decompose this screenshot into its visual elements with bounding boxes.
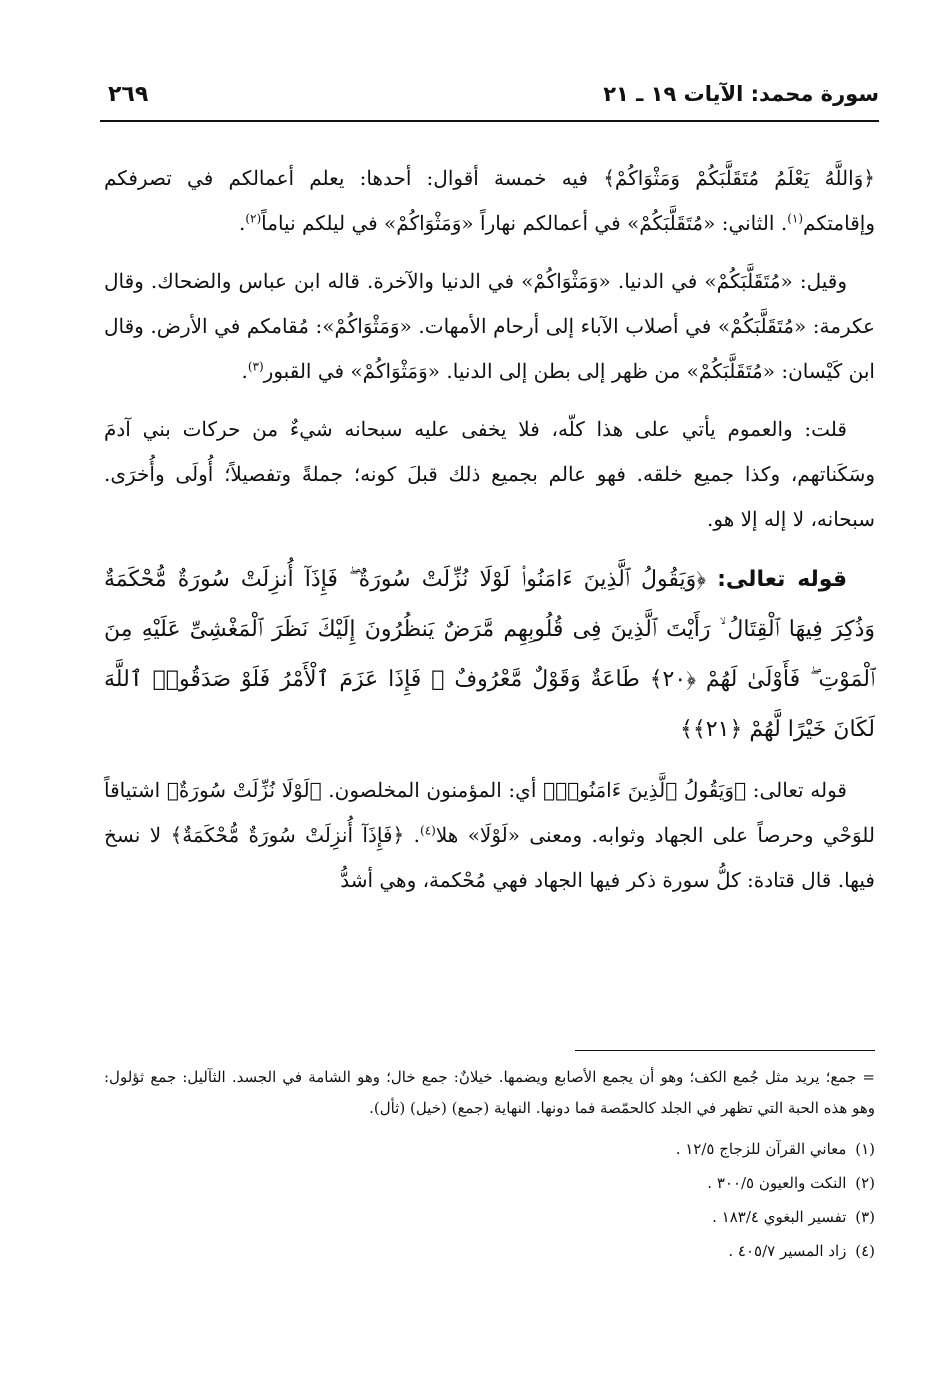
verse-text: ﴿وَيَقُولُ ٱلَّذِينَ ءَامَنُوا۟ لَوْلَا نُزِّلَتْ سُورَةٌ ۖ فَإِذَآ أُنزِلَتْ سُورَةٌ مُّحْكَمَةٌ وَذُكِرَ فِيهَا ٱلْقِتَالُ ۙ رَأَيْتَ ٱلَّذِينَ فِى قُلُوبِهِم مَّرَضٌ يَنظُرُونَ إِلَيْكَ نَظَرَ ٱلْمَغْشِىِّ عَلَيْهِ مِنَ ٱلْمَوْتِ ۖ فَأَوْلَىٰ لَهُمْ ﴿٢٠﴾ طَاعَةٌ وَقَوْلٌ مَّعْرُوفٌ ۚ فَإِذَا عَزَمَ ٱلْأَمْرُ فَلَوْ صَدَقُوا۟ ٱللَّهَ لَكَانَ خَيْرًا لَّهُمْ ﴿٢١﴾﴾ [104, 567, 875, 742]
footnote-number: (٤) [855, 1242, 875, 1260]
footnote-item [104, 1166, 875, 1200]
footnote-ref-2: (٢) [245, 211, 262, 226]
page-number: ٢٦٩ [108, 82, 149, 107]
paragraph-1-text-c: . [238, 211, 246, 235]
verse-label: قوله تعالى: [717, 567, 847, 592]
header-title: سورة محمد: الآيات ١٩ ـ ٢١ [603, 82, 879, 106]
footnote-item [104, 1200, 875, 1234]
footnote-number: (٣) [855, 1208, 875, 1226]
paragraph-1-text-a: ﴿وَاللَّهُ يَعْلَمُ مُتَقَلَّبَكُمْ وَمَثْوَاكُمْ﴾ فيه خمسة أقوال: أحدها: يعلم أعمالكم في تصرفكم وإقامتكم [104, 166, 875, 235]
paragraph-1 [104, 156, 875, 246]
paragraph-4-text-a: قوله تعالى: ﴿وَيَقُولُ ٱلَّذِينَ ءَامَنُوا۟﴾ أي: المؤمنون المخلصون. ﴿لَوْلَا نُزِّلَتْ سُورَةٌ﴾ اشتياقاً للوَحْي وحرصاً على الجهاد وثوابه. ومعنى «لَوْلَا» هلا [104, 778, 875, 847]
footnote-number: (١) [855, 1140, 875, 1158]
running-header [100, 76, 879, 122]
paragraph-2-text-b: . [241, 359, 248, 383]
paragraph-1-text-b: . الثاني: «مُتَقَلَّبَكُمْ» في أعمالكم نهاراً «وَمَثْوَاكُمْ» في ليلكم نياماً [261, 211, 788, 235]
footnote-item [104, 1234, 875, 1268]
paragraph-4-text-b: . ﴿فَإِذَآ أُنزِلَتْ سُورَةٌ مُّحْكَمَةٌ﴾ لا نسخ فيها. قال قتادة: كلُّ سورة ذكر فيها الجهاد فهي مُحْكمة، وهي أشدُّ [104, 823, 875, 892]
footnote-text: النكت والعيون ٣٠٠/٥ . [707, 1174, 847, 1192]
footnote-item [104, 1132, 875, 1166]
footnote-ref-1: (١) [787, 211, 804, 226]
paragraph-2-text-a: وقيل: «مُتَقَلَّبَكُمْ» في الدنيا. «وَمَثْوَاكُمْ» في الدنيا والآخرة. قاله ابن عباس والضحاك. وقال عكرمة: «مُتَقَلَّبَكُمْ» في أصلاب الآباء إلى أرحام الأمهات. «وَمَثْوَاكُمْ»: مُقامكم في الأرض. وقال ابن كَيْسان: «مُتَقَلَّبَكُمْ» من ظهر إلى بطن إلى الدنيا. «وَمَثْوَاكُمْ» في القبور [104, 269, 875, 383]
footnote-text: تفسير البغوي ١٨٣/٤ . [712, 1208, 847, 1226]
paragraph-2 [104, 259, 875, 394]
footnotes [104, 1062, 875, 1268]
quran-verse-block [104, 555, 875, 755]
footnote-continuation: = جمع؛ يريد مثل جُمع الكف؛ وهو أن يجمع الأصابع ويضمها. خيلانٌ: جمع خال؛ وهو الشامة في الجسد. الثآليل: جمع ثؤلول: وهو هذه الحبة التي تظهر في الجلد كالحمّصة فما دونها. النهاية (جمع) (خيل) (ثأل). [104, 1068, 875, 1117]
paragraph-3: قلت: والعموم يأتي على هذا كلّه، فلا يخفى عليه سبحانه شيءٌ من حركات بني آدمَ وسَكَناتهم، وكذا جميع خلقه. فهو عالم بجميع ذلك قبلَ كونه؛ جملةً وتفصيلاً؛ أُولَى وأُخرَى. سبحانه، لا إله إلا هو. [104, 417, 875, 531]
footnote-text: معاني القرآن للزجاج ١٢/٥ . [675, 1140, 847, 1158]
paragraph-4 [104, 768, 875, 903]
footnote-divider [575, 1050, 875, 1051]
footnote-number: (٢) [855, 1174, 875, 1192]
main-text [104, 156, 875, 916]
footnote-ref-3: (٣) [247, 359, 264, 374]
footnote-ref-4: (٤) [420, 823, 436, 838]
footnote-text: زاد المسير ٤٠٥/٧ . [728, 1242, 847, 1260]
